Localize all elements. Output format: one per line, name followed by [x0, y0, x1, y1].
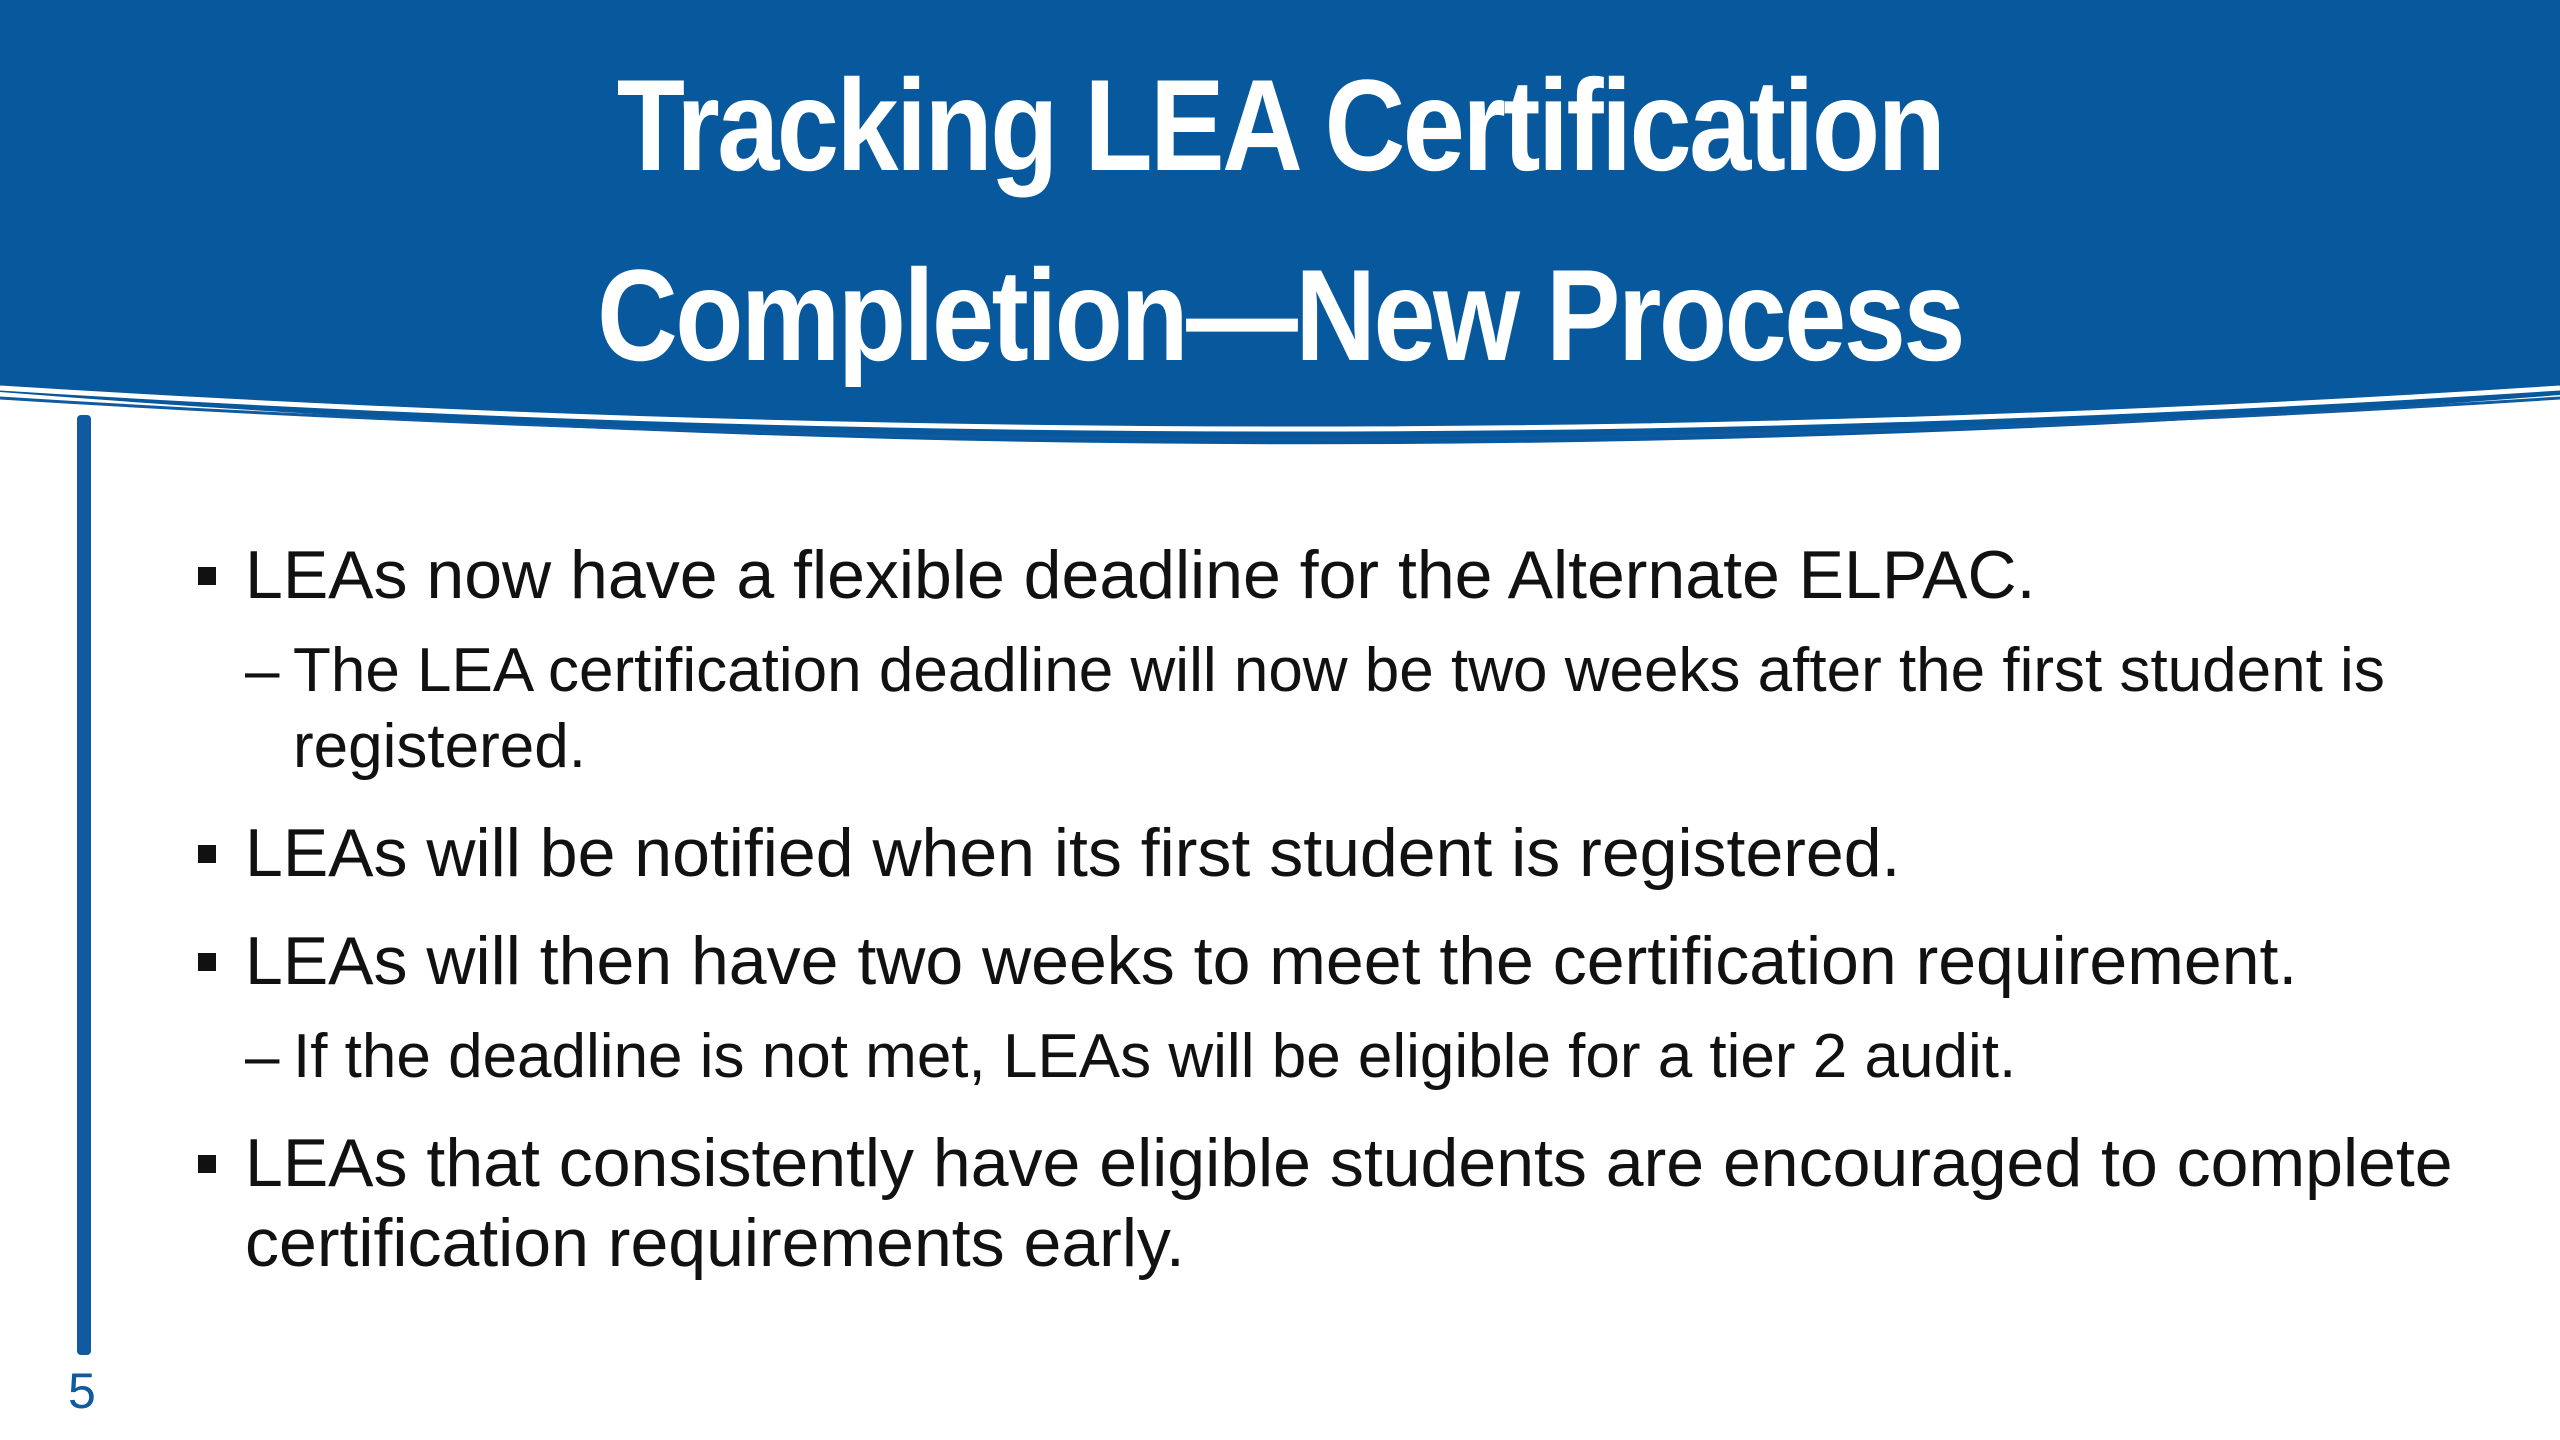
bullet-text: LEAs that consistently have eligible students are encouraged to complete certification requirements early.	[245, 1125, 2453, 1281]
bullet-square-icon	[198, 567, 216, 585]
slide-title-line-2: Completion—New Process	[597, 242, 1963, 388]
sub-bullet-text: If the deadline is not met, LEAs will be eligible for a tier 2 audit.	[293, 1022, 2017, 1091]
slide-title-line-1: Tracking LEA Certification	[616, 52, 1944, 198]
bullet-item	[195, 921, 2525, 1001]
slide-title	[179, 30, 2381, 410]
bullet-list	[195, 535, 2525, 1283]
sub-bullet-dash: –	[245, 1022, 280, 1091]
sub-bullet-dash: –	[245, 636, 280, 705]
bullet-text: LEAs will then have two weeks to meet the certification requirement.	[245, 923, 2298, 999]
sub-bullet-item	[195, 633, 2525, 785]
bullet-text: LEAs will be notified when its first student is registered.	[245, 815, 1901, 891]
bullet-item	[195, 813, 2525, 893]
bullet-square-icon	[198, 953, 216, 971]
bullet-text: LEAs now have a flexible deadline for the Alternate ELPAC.	[245, 537, 2036, 613]
bullet-item	[195, 535, 2525, 615]
bullet-square-icon	[198, 845, 216, 863]
bullet-square-icon	[198, 1155, 216, 1173]
sub-bullet-item	[195, 1019, 2525, 1095]
left-accent-bar	[77, 415, 91, 1355]
page-number: 5	[68, 1363, 96, 1419]
bullet-item	[195, 1123, 2525, 1283]
sub-bullet-text: The LEA certification deadline will now be two weeks after the first student is registered.	[293, 636, 2385, 781]
